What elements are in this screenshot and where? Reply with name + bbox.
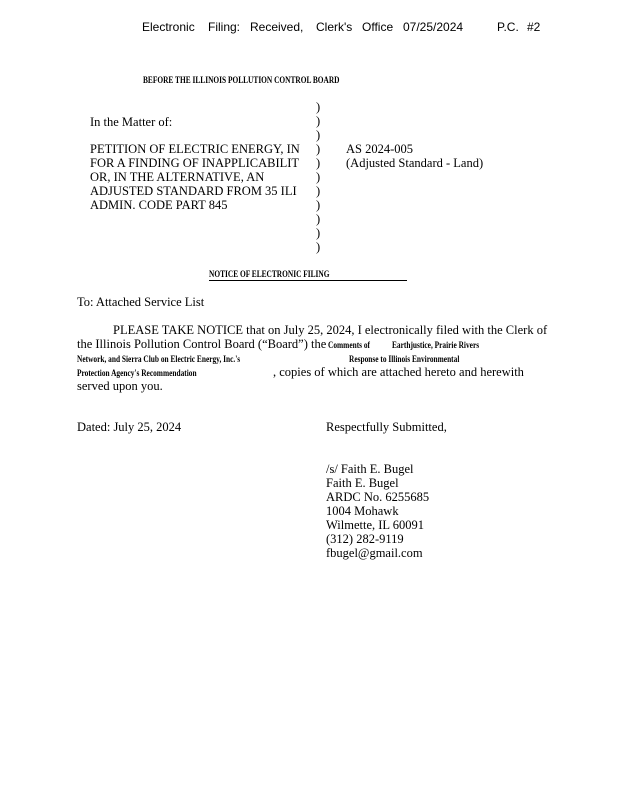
body-line-3-small-b: Response to Illinois Environmental (349, 354, 460, 364)
in-the-matter: In the Matter of: (90, 115, 173, 129)
caption-paren: ) (316, 128, 321, 142)
signature-line: /s/ Faith E. Bugel (326, 462, 414, 476)
signature-line: 1004 Mohawk (326, 504, 399, 518)
signature-line: ARDC No. 6255685 (326, 490, 430, 504)
to-line: To: Attached Service List (77, 295, 205, 309)
board-title: BEFORE THE ILLINOIS POLLUTION CONTROL BOARD (143, 75, 340, 85)
caption-paren: ) (316, 114, 321, 128)
body-line-4-rest: , copies of which are attached hereto and herewith (273, 365, 524, 379)
body-line-1: PLEASE TAKE NOTICE that on July 25, 2024, I electronically filed with the Clerk of (113, 323, 548, 337)
caption-paren: ) (316, 142, 321, 156)
body-line-3-small-a: Network, and Sierra Club on Electric Energy, Inc.'s (77, 354, 241, 364)
petition-line-2: FOR A FINDING OF INAPPLICABILIT (90, 156, 300, 170)
caption-paren: ) (316, 100, 321, 114)
header-electronic: Electronic (142, 20, 195, 34)
body-line-4-small: Protection Agency's Recommendation (77, 368, 197, 378)
case-type: (Adjusted Standard - Land) (346, 156, 484, 170)
caption-paren: ) (316, 240, 321, 254)
caption-paren: ) (316, 212, 321, 226)
case-number: AS 2024-005 (346, 142, 414, 156)
header-filing: Filing: (208, 20, 241, 34)
caption-paren: ) (316, 226, 321, 240)
caption-paren: ) (316, 184, 321, 198)
body-line-2-small-b: Earthjustice, Prairie Rivers (392, 340, 480, 350)
header-number: #2 (527, 20, 541, 34)
signature-line: (312) 282-9119 (326, 532, 404, 546)
caption-paren: ) (316, 198, 321, 212)
header-date: 07/25/2024 (403, 20, 464, 34)
signature-line: Faith E. Bugel (326, 476, 399, 490)
notice-title: NOTICE OF ELECTRONIC FILING (209, 269, 330, 279)
body-line-5: served upon you. (77, 379, 163, 393)
header-received: Received, (250, 20, 304, 34)
body-line-2: the Illinois Pollution Control Board (“Board”) the (77, 337, 327, 351)
petition-line-4: ADJUSTED STANDARD FROM 35 ILI (90, 184, 297, 198)
body-line-2-small-a: Comments of (328, 340, 371, 350)
header-pc: P.C. (497, 20, 519, 34)
header-office: Office (362, 20, 394, 34)
notice-title-underline (209, 280, 407, 281)
signature-email: fbugel@gmail.com (326, 546, 423, 560)
petition-line-3: OR, IN THE ALTERNATIVE, AN (90, 170, 265, 184)
caption-paren: ) (316, 156, 321, 170)
signature-line: Wilmette, IL 60091 (326, 518, 424, 532)
dated-line: Dated: July 25, 2024 (77, 420, 182, 434)
signature-closing: Respectfully Submitted, (326, 420, 447, 434)
petition-line-1: PETITION OF ELECTRIC ENERGY, IN (90, 142, 300, 156)
petition-line-5: ADMIN. CODE PART 845 (90, 198, 228, 212)
header-clerks: Clerk's (316, 20, 353, 34)
caption-paren: ) (316, 170, 321, 184)
